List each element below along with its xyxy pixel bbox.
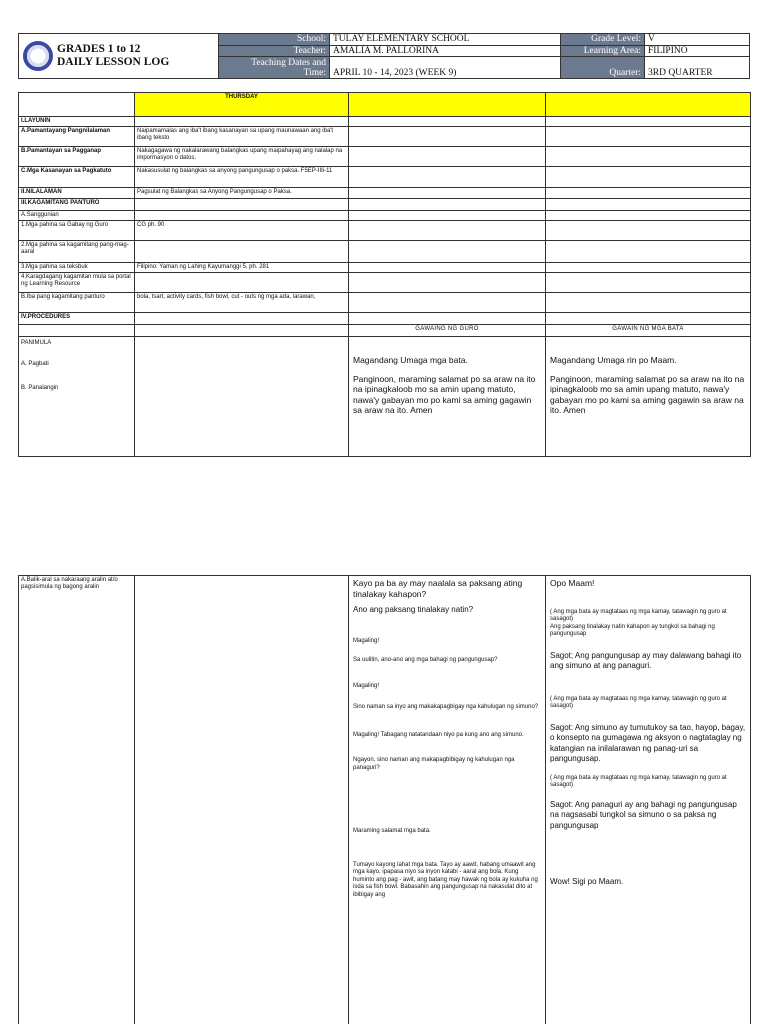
empty-cell: [546, 127, 751, 147]
empty-cell: [19, 325, 135, 337]
teacher-q1: Kayo pa ba ay may naalala sa paksang ating tinalakay kahapon?: [353, 578, 523, 599]
table-row: [19, 241, 751, 263]
teacher-p7: Maraming salamat mga bata.: [353, 828, 431, 834]
row-content: bola, tsart, activity cards, fish bowl, cut - outs ng mga ada, larawan,: [135, 293, 349, 313]
row-content: [135, 313, 349, 325]
row-content: [135, 273, 349, 293]
empty-cell: [135, 325, 349, 337]
lesson-table-balik-aral: [18, 575, 751, 1024]
dates-label-line-2: Time:: [303, 68, 326, 78]
teacher-greeting-cell: [349, 337, 546, 457]
empty-cell: [546, 117, 751, 127]
logo-cell: [19, 34, 219, 78]
pagbati-label: A. Pagbati: [21, 361, 49, 367]
teacher-column-head: GAWAING NG GURO: [349, 325, 546, 337]
logo-line-1: GRADES 1 to 12: [57, 43, 141, 55]
row-content: [135, 117, 349, 127]
empty-cell: [546, 263, 751, 273]
row-content: Nakasusulat ng balangkas sa anyong pangungusap o paksa. F5EP-IIIi-11: [135, 167, 349, 188]
pupils-n1: ( Ang mga bata ay magtataas ng mga kamay, tatawagin ng guro at sasagot): [550, 608, 727, 622]
row-content: [135, 241, 349, 263]
row-label: C.Mga Kasanayan sa Pagkatuto: [19, 167, 135, 188]
empty-cell: [546, 167, 751, 188]
table-row: [19, 313, 751, 325]
pupils-activity-cell: [546, 576, 751, 1024]
row-label: B.Iba pang kagamitang panturo: [19, 293, 135, 313]
empty-cell: [135, 337, 349, 457]
dates-value-text: APRIL 10 - 14, 2023 (WEEK 9): [333, 68, 457, 78]
empty-cell: [546, 211, 751, 221]
info-block-left: [219, 34, 561, 78]
row-content: Pagsulat ng Balangkas sa Anyong Pangungusap o Paksa.: [135, 188, 349, 199]
pupils-column-head: GAWAIN NG MGA BATA: [546, 325, 751, 337]
empty-cell: [546, 221, 751, 241]
school-value: TULAY ELEMENTARY SCHOOL: [330, 34, 560, 46]
deped-seal-icon: [23, 41, 53, 71]
empty-cell: [349, 293, 546, 313]
dates-label-line-1: Teaching Dates and: [251, 58, 326, 68]
table-row: [19, 199, 751, 211]
empty-cell: [135, 576, 349, 1024]
teacher-p4: Sino naman sa inyo ang makakapagbigay nga kahulugan ng simuno?: [353, 704, 539, 710]
row-label: 3.Mga pahina sa teksbuk: [19, 263, 135, 273]
area-value: FILIPINO: [645, 46, 749, 58]
table-row: [19, 167, 751, 188]
blank-header-cell: [19, 93, 135, 117]
empty-cell: [349, 117, 546, 127]
table-row: [19, 221, 751, 241]
teacher-value: AMALIA M. PALLORINA: [330, 46, 560, 58]
pupils-greeting-cell: [546, 337, 751, 457]
pupils-prayer: Panginoon, maraming salamat po sa araw na ito na ipinagkaloob mo sa amin upang matuto, nawa'y gabayan mo po kami sa aming gagawin sa araw na ito. Amen: [550, 373, 745, 415]
panimula-label: PANIMULA: [21, 340, 52, 346]
empty-cell: [349, 167, 546, 188]
day-header: THURSDAY: [135, 93, 349, 117]
pupils-a6: Wow! Sigi po Maam.: [550, 877, 624, 886]
row-content: Naipamamalas ang iba't ibang kasanayan sa upang maunawaan ang iba't ibang teksto: [135, 127, 349, 147]
pupils-n3: ( Ang mga bata ay magtataas ng mga kamay, tatawagin ng guro at sasagot): [550, 774, 727, 788]
quarter-label: [561, 57, 644, 78]
grade-label: Grade Level:: [561, 34, 644, 46]
teacher-q2: Ano ang paksang tinalakay natin?: [353, 605, 474, 614]
info-labels-right: [561, 34, 644, 78]
row-label: IV.PROCEDURES: [19, 313, 135, 325]
empty-cell: [349, 273, 546, 293]
yellow-header-cell-3: [349, 93, 546, 117]
table-row: [19, 117, 751, 127]
panimula-cell: [19, 337, 135, 457]
pupils-greeting: Magandang Umaga rin po Maam.: [550, 355, 677, 365]
row-content: [135, 211, 349, 221]
pupils-a2: Ang paksang tinalakay natin kahapon ay tungkol sa bahagi ng pangungusap: [550, 623, 715, 637]
empty-cell: [349, 241, 546, 263]
teacher-p8: Tumayo kayong lahat mga bata. Tayo ay aawit, habang umaawit ang mga kayo, ipapasa niyo sa inyon katabi - aaral ang bola. Kung huminto ang pag - awit, ang batang may hawak ng bola ay kukuha ng isda sa fish bowl. Babasahin ang pangungusap na nakasulat dito at ibibigay ang: [353, 861, 538, 898]
teacher-prayer: Panginoon, maraming salamat po sa araw na ito na ipinagkaloob mo sa amin upang matuto, nawa'y gabayan mo po kami sa aming gagawin sa araw na ito. Amen: [353, 373, 536, 415]
grade-value: V: [645, 34, 749, 46]
empty-cell: [349, 127, 546, 147]
row-label: 2.Mga pahina sa kagamitang pang-mag-aaral: [19, 241, 135, 263]
empty-cell: [349, 147, 546, 167]
row-label: I.LAYUNIN: [19, 117, 135, 127]
pupils-a4: Sagot: Ang simuno ay tumutukoy sa tao, hayop, bagay, o konsepto na gumagawa ng aksyon o nagtataglay ng katangian na inilalarawan ng panag-uri sa pangungusap.: [550, 722, 746, 763]
pupils-n2: ( Ang mga bata ay magtataas ng mga kamay, tatawagin ng guro at sasagot): [550, 695, 727, 709]
empty-cell: [546, 199, 751, 211]
dates-label: [219, 57, 329, 78]
pupils-a1: Opo Maam!: [550, 578, 595, 588]
quarter-value-text: 3RD QUARTER: [648, 68, 713, 78]
info-values-right: [644, 34, 749, 78]
row-label: III.KAGAMITANG PANTURO: [19, 199, 135, 211]
row-label: B.Pamantayan sa Pagganap: [19, 147, 135, 167]
balik-aral-label: A.Balik-aral sa nakaraang aralin at/o pagsisimula ng bagong aralin: [19, 576, 135, 1024]
panimula-row: [19, 337, 751, 457]
teacher-p2: Sa uulitin, ano-ano ang mga bahagi ng pangungusap?: [353, 657, 498, 663]
quarter-label-text: Quarter:: [609, 68, 641, 78]
teacher-greeting: Magandang Umaga mga bata.: [353, 355, 468, 365]
empty-cell: [349, 221, 546, 241]
table-row: [19, 127, 751, 147]
yellow-header-cell-4: [546, 93, 751, 117]
empty-cell: [349, 199, 546, 211]
teacher-activity-cell: [349, 576, 546, 1024]
teacher-p5: Magaling! Tabagang natatandaan niyo pa kung ano ang simuno.: [353, 731, 524, 738]
procedure-head-row: [19, 325, 751, 337]
table-row: [19, 273, 751, 293]
empty-cell: [546, 147, 751, 167]
table-header-row: [19, 93, 751, 117]
row-label: 4.Karagdagang kagamitan mula sa portal ng Learning Resource: [19, 273, 135, 293]
empty-cell: [349, 313, 546, 325]
table-row: [19, 188, 751, 199]
teacher-p3: Magaling!: [353, 682, 380, 689]
empty-cell: [546, 188, 751, 199]
table-row: [19, 263, 751, 273]
row-label: A.Pamantayang Pangnilalaman: [19, 127, 135, 147]
table-row: [19, 293, 751, 313]
school-label: School:: [219, 34, 329, 46]
table-row: [19, 211, 751, 221]
logo-title: [57, 43, 169, 69]
teacher-p1: Magaling!: [353, 637, 380, 644]
logo-line-2: DAILY LESSON LOG: [57, 56, 170, 68]
dates-value: [330, 57, 560, 78]
empty-cell: [546, 273, 751, 293]
empty-cell: [349, 211, 546, 221]
pupils-a5: Sagot: Ang panaguri ay ang bahagi ng pangungusap na nagsasabi tungkol sa simuno o sa paksa ng pangungusap: [550, 799, 737, 830]
lesson-log-header: [18, 33, 750, 79]
info-block-right: [561, 34, 749, 78]
info-values-left: [329, 34, 561, 78]
empty-cell: [546, 313, 751, 325]
row-content: Filipino: Yaman ng Lahing Kayumanggi 5, ph. 281: [135, 263, 349, 273]
balik-aral-row: [19, 576, 751, 1024]
row-label: II.NILALAMAN: [19, 188, 135, 199]
empty-cell: [349, 263, 546, 273]
quarter-value: [645, 57, 749, 78]
empty-cell: [546, 293, 751, 313]
info-labels-left: [219, 34, 329, 78]
empty-cell: [546, 241, 751, 263]
row-content: Nakagagawa ng nakalarawang balangkas upang maipahayag ang nalalap na impormasyon o datos.: [135, 147, 349, 167]
table-row: [19, 147, 751, 167]
empty-cell: [349, 188, 546, 199]
teacher-p6: Ngayon, sino naman ang makapagbibigay ng kahulugan nga panaguri?: [353, 757, 515, 771]
row-content: [135, 199, 349, 211]
row-content: CG ph. 90: [135, 221, 349, 241]
row-label: A.Sanggunian: [19, 211, 135, 221]
pupils-a3: Sagot; Ang pangungusap ay may dalawang bahagi ito ang simuno at ang panaguri.: [550, 650, 742, 670]
teacher-label: Teacher:: [219, 46, 329, 58]
panalangin-label: B. Panalangin: [21, 385, 59, 391]
area-label: Learning Area:: [561, 46, 644, 58]
row-label: 1.Mga pahina sa Gabay ng Guro: [19, 221, 135, 241]
lesson-table-thursday: [18, 92, 751, 457]
